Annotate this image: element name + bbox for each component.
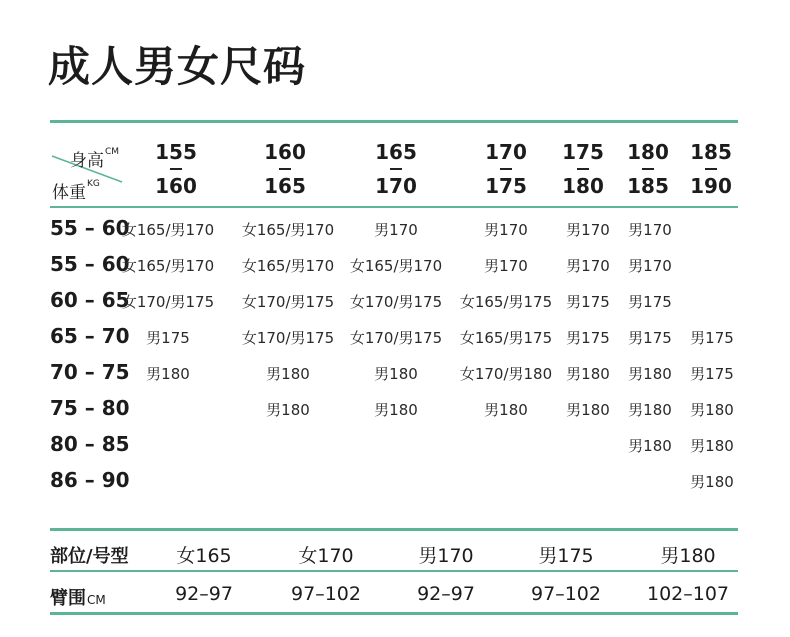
arm-circumference-value: 97–102 [291, 583, 361, 605]
weight-range-label: 55 – 60 [50, 252, 130, 276]
size-cell: 男175 [628, 293, 672, 311]
size-cell: 女170/男175 [121, 293, 215, 311]
size-cell: 女165/男170 [241, 221, 335, 239]
height-range-start: 155 [155, 140, 197, 164]
arm-circumference-value: 92–97 [175, 583, 233, 605]
size-code: 女165 [176, 545, 232, 567]
height-range-end: 170 [375, 174, 417, 198]
bottom-table-bottom-rule [50, 612, 738, 615]
size-cell: 男180 [566, 365, 610, 383]
size-code: 男175 [538, 545, 594, 567]
range-dash [279, 168, 291, 170]
arm-circumference-label [50, 584, 106, 610]
header-divider [50, 206, 738, 208]
height-range-header [618, 142, 678, 196]
height-unit: CM [105, 147, 120, 157]
size-cell: 男180 [690, 401, 734, 419]
height-range-start: 160 [264, 140, 306, 164]
height-header [70, 146, 119, 171]
height-range-end: 180 [562, 174, 604, 198]
range-dash [577, 168, 589, 170]
height-range-start: 170 [485, 140, 527, 164]
height-range-end: 175 [485, 174, 527, 198]
arm-circumference-value: 97–102 [531, 583, 601, 605]
height-range-header [553, 142, 613, 196]
size-cell: 女165/男170 [349, 257, 443, 275]
size-cell: 男180 [628, 401, 672, 419]
size-cell: 女165/男170 [241, 257, 335, 275]
size-cell: 女165/男175 [459, 329, 553, 347]
size-code: 女170 [298, 545, 354, 567]
size-cell: 男175 [566, 293, 610, 311]
height-range-header [366, 142, 426, 196]
size-code: 男180 [660, 545, 716, 567]
bottom-table-top-rule [50, 528, 738, 531]
size-cell: 男175 [690, 329, 734, 347]
range-dash [642, 168, 654, 170]
height-range-start: 165 [375, 140, 417, 164]
weight-range-label: 55 – 60 [50, 216, 130, 240]
size-cell: 女170/男175 [349, 329, 443, 347]
height-range-start: 180 [627, 140, 669, 164]
size-cell: 男180 [628, 437, 672, 455]
weight-header [52, 178, 100, 203]
height-range-end: 160 [155, 174, 197, 198]
size-cell: 女165/男170 [121, 257, 215, 275]
bottom-table-mid-rule [50, 570, 738, 572]
size-cell: 男180 [484, 401, 528, 419]
arm-label-text: 臂围 [50, 588, 86, 609]
size-cell: 男180 [266, 365, 310, 383]
range-dash [390, 168, 402, 170]
range-dash [705, 168, 717, 170]
weight-range-label: 60 – 65 [50, 288, 130, 312]
range-dash [500, 168, 512, 170]
height-range-end: 185 [627, 174, 669, 198]
part-size-label: 部位/号型 [50, 546, 129, 567]
size-cell: 女165/男175 [459, 293, 553, 311]
size-cell: 男175 [690, 365, 734, 383]
weight-unit: KG [87, 179, 100, 189]
height-range-header [255, 142, 315, 196]
weight-range-label: 70 – 75 [50, 360, 130, 384]
size-cell: 女165/男170 [121, 221, 215, 239]
height-label: 身高 [70, 151, 104, 171]
size-code: 男170 [418, 545, 474, 567]
size-cell: 男180 [690, 473, 734, 491]
weight-range-label: 75 – 80 [50, 396, 130, 420]
height-range-header [681, 142, 741, 196]
weight-range-label: 80 – 85 [50, 432, 130, 456]
range-dash [170, 168, 182, 170]
size-cell: 男175 [566, 329, 610, 347]
size-cell: 男170 [628, 257, 672, 275]
size-cell: 男175 [628, 329, 672, 347]
height-range-end: 165 [264, 174, 306, 198]
size-cell: 男180 [690, 437, 734, 455]
size-cell: 男180 [628, 365, 672, 383]
size-cell: 男170 [484, 221, 528, 239]
arm-circumference-value: 102–107 [646, 583, 730, 605]
size-cell: 男170 [566, 221, 610, 239]
size-cell: 女170/男175 [241, 293, 335, 311]
size-cell: 女170/男180 [459, 365, 553, 383]
size-cell: 男170 [628, 221, 672, 239]
size-cell: 男180 [566, 401, 610, 419]
arm-circumference-value: 92–97 [417, 583, 475, 605]
size-cell: 男180 [146, 365, 190, 383]
height-range-start: 175 [562, 140, 604, 164]
height-range-header [476, 142, 536, 196]
top-rule [50, 120, 738, 123]
size-cell: 男175 [146, 329, 190, 347]
height-range-start: 185 [690, 140, 732, 164]
weight-range-label: 86 – 90 [50, 468, 130, 492]
size-cell: 女170/男175 [241, 329, 335, 347]
size-cell: 男170 [374, 221, 418, 239]
size-cell: 女170/男175 [349, 293, 443, 311]
weight-label: 体重 [52, 183, 86, 203]
size-cell: 男180 [374, 401, 418, 419]
height-range-header [146, 142, 206, 196]
page-title: 成人男女尺码 [48, 42, 307, 91]
size-cell: 男180 [266, 401, 310, 419]
size-cell: 男170 [484, 257, 528, 275]
size-cell: 男170 [566, 257, 610, 275]
weight-range-label: 65 – 70 [50, 324, 130, 348]
arm-unit: CM [87, 593, 106, 607]
size-cell: 男180 [374, 365, 418, 383]
height-range-end: 190 [690, 174, 732, 198]
